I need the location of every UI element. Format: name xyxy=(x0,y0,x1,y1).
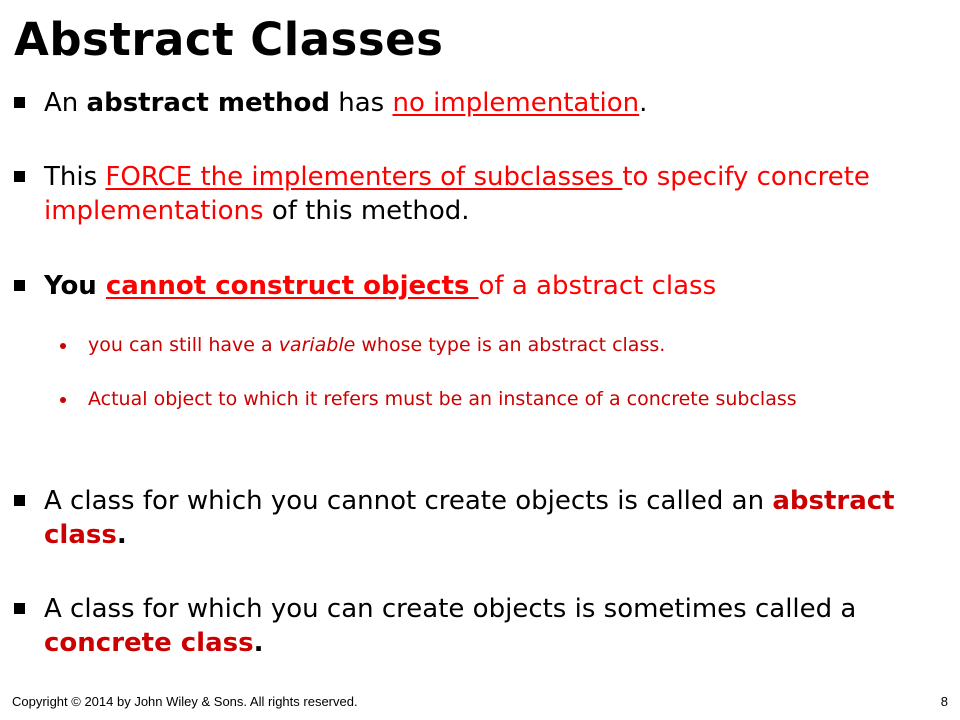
text: . xyxy=(253,628,264,658)
highlight-underline: FORCE the implementers of subclasses xyxy=(105,162,623,192)
highlight-underline: cannot construct objects xyxy=(105,271,479,301)
text: . xyxy=(116,520,127,550)
highlight-underline: no implementation xyxy=(392,88,640,118)
bullet-abstract-class-definition xyxy=(44,484,924,552)
slide-title: Abstract Classes xyxy=(14,13,444,66)
text: of this method. xyxy=(263,196,470,226)
text: An xyxy=(44,88,87,118)
dot-bullet-icon xyxy=(60,343,66,349)
text: you can still have a xyxy=(88,334,279,356)
text: has xyxy=(330,88,393,118)
text: This xyxy=(44,162,106,192)
highlight-bold: concrete class xyxy=(44,628,254,658)
bullet-abstract-method xyxy=(44,86,944,120)
bold-term: abstract method xyxy=(86,88,330,118)
page-number: 8 xyxy=(940,694,948,709)
text: Actual object to which it refers must be an instance of a concrete subclass xyxy=(88,388,797,410)
italic-term: variable xyxy=(278,334,356,356)
square-bullet-icon xyxy=(14,603,25,614)
dot-bullet-icon xyxy=(60,397,66,403)
text: . xyxy=(639,88,648,118)
bullet-force-implementers xyxy=(44,160,944,228)
sub-bullet-actual-object xyxy=(88,386,938,413)
square-bullet-icon xyxy=(14,280,25,291)
highlight-text: to specify concrete implementations xyxy=(44,162,870,226)
text: A class for which you can create objects is sometimes called a xyxy=(44,594,857,624)
square-bullet-icon xyxy=(14,495,25,506)
sub-bullet-variable xyxy=(88,332,948,359)
copyright-footer: Copyright © 2014 by John Wiley & Sons. All rights reserved. xyxy=(12,694,358,709)
square-bullet-icon xyxy=(14,97,25,108)
bullet-concrete-class-definition xyxy=(44,592,924,660)
text: whose type is an abstract class. xyxy=(355,334,666,356)
bullet-cannot-construct xyxy=(44,269,944,303)
square-bullet-icon xyxy=(14,171,25,182)
highlight-bold: abstract class xyxy=(44,486,895,550)
text: A class for which you cannot create objects is called an xyxy=(44,486,773,516)
text: You xyxy=(44,271,106,301)
highlight-text: of a abstract class xyxy=(478,271,717,301)
